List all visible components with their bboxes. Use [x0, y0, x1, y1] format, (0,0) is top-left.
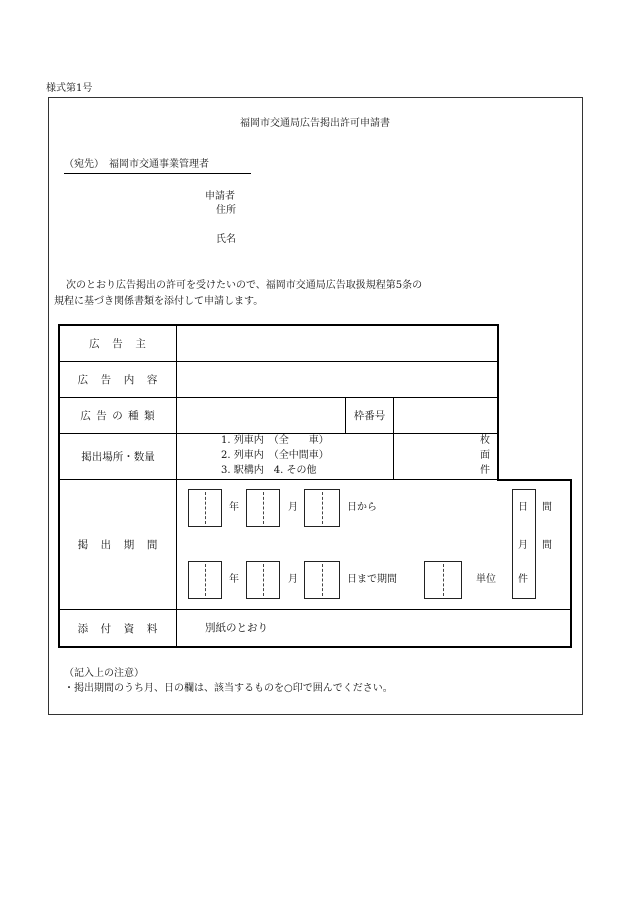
notes-heading: （記入上の注意） [64, 668, 144, 679]
from-month-box[interactable] [246, 489, 280, 527]
unit-day-option[interactable]: 日 [518, 502, 528, 513]
addressee-underline [64, 173, 251, 174]
name-label: 氏名 [216, 234, 236, 245]
applicant-label: 申請者 [205, 191, 235, 202]
row-period-label: 掲 出 期 間 [77, 539, 159, 551]
interval-label-1: 間 [542, 502, 552, 513]
location-option-3[interactable]: 3. 駅構内 4. その他 [221, 465, 317, 476]
row-advertiser-label: 広 告 主 [89, 338, 147, 350]
unit-items: 件 [480, 465, 490, 476]
row-type-label: 広 告 の 種 類 [80, 410, 156, 422]
body-text-line2: 規程に基づき関係書類を添付して申請します。 [54, 296, 264, 307]
ad-type-field[interactable] [178, 399, 344, 432]
from-year-label: 年 [229, 502, 239, 513]
until-year-box[interactable] [188, 561, 222, 599]
form-title: 福岡市交通局広告掲出許可申請書 [240, 118, 390, 129]
unit-sheets: 枚 [480, 435, 490, 446]
unit-month-option[interactable]: 月 [518, 540, 528, 551]
unit-faces: 面 [480, 450, 490, 461]
from-month-label: 月 [288, 502, 298, 513]
interval-label-2: 間 [542, 540, 552, 551]
notes-line1: ・掲出期間のうち月、日の欄は、該当するものを○印で囲んでください。 [64, 683, 393, 694]
from-day-label: 日から [347, 502, 377, 513]
unit-label: 単位 [476, 574, 496, 585]
frame-number-field[interactable] [395, 399, 496, 432]
until-day-label: 日まで期間 [347, 574, 397, 585]
frame-number-label: 枠番号 [353, 410, 386, 422]
body-text-line1: 次のとおり広告掲出の許可を受けたいので、福岡市交通局広告取扱規程第5条の [66, 280, 423, 291]
until-month-label: 月 [288, 574, 298, 585]
row-location-label: 掲出場所・数量 [81, 451, 155, 463]
address-label: 住所 [216, 205, 236, 216]
row-attachment-label: 添 付 資 料 [77, 622, 159, 635]
ad-content-field[interactable] [178, 363, 496, 396]
until-day-box[interactable] [304, 561, 340, 599]
advertiser-field[interactable] [178, 327, 496, 360]
from-year-box[interactable] [188, 489, 222, 527]
until-year-label: 年 [229, 574, 239, 585]
location-option-1[interactable]: 1. 列車内 （全 車） [221, 435, 329, 446]
attachment-value: 別紙のとおり [205, 622, 268, 634]
row-content-label: 広 告 内 容 [77, 374, 159, 386]
form-number: 様式第1号 [46, 83, 93, 94]
addressee: （宛先） 福岡市交通事業管理者 [64, 159, 209, 170]
period-count-box[interactable] [424, 561, 462, 599]
until-month-box[interactable] [246, 561, 280, 599]
location-option-2[interactable]: 2. 列車内 （全中間車） [221, 450, 329, 461]
unit-case-option[interactable]: 件 [518, 574, 528, 585]
from-day-box[interactable] [304, 489, 340, 527]
